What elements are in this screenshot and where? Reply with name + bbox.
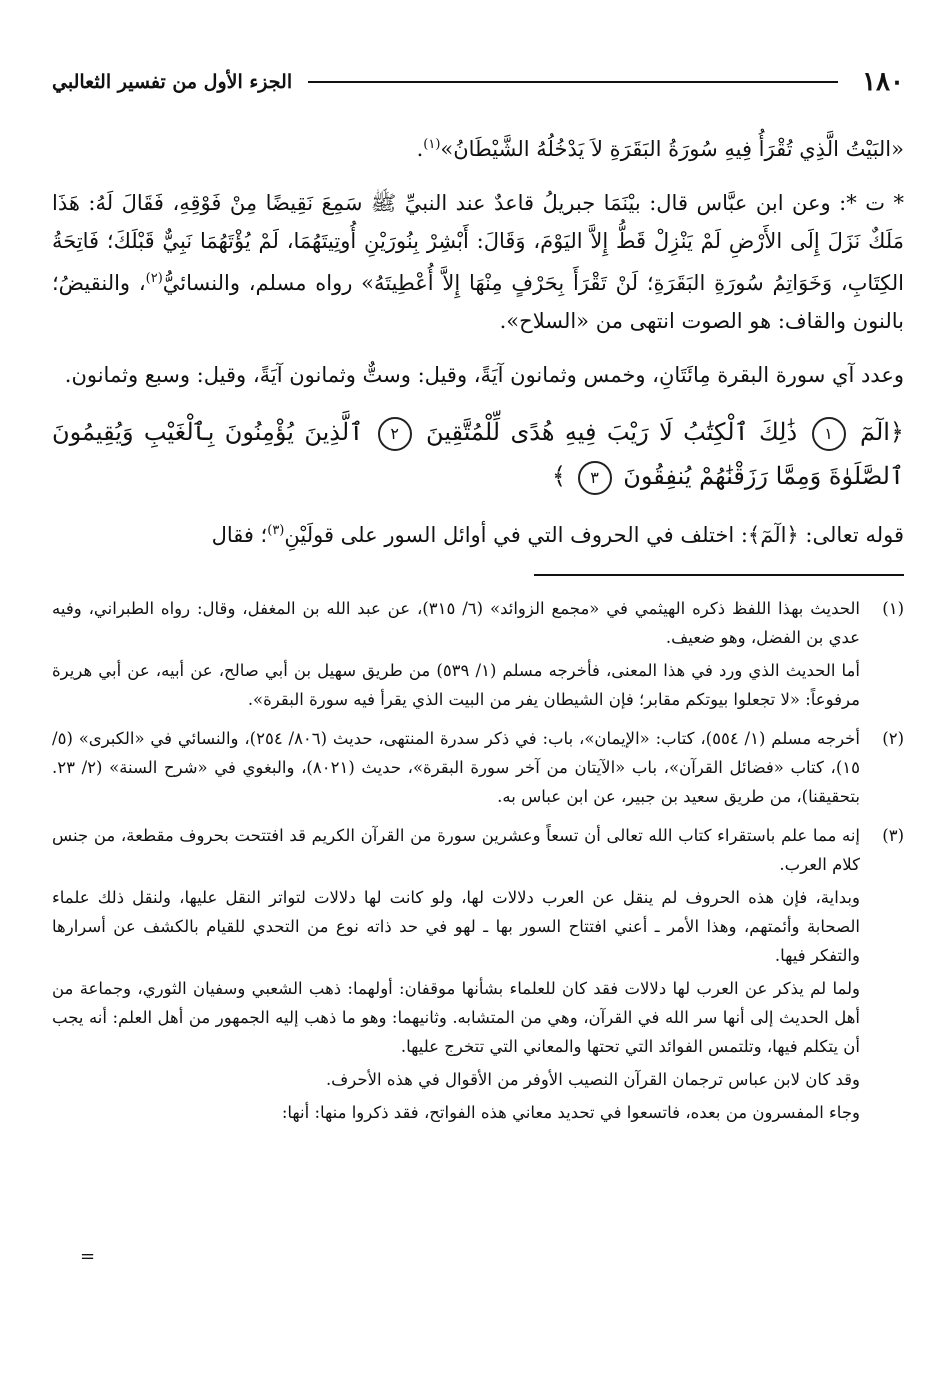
footnotes xyxy=(52,594,904,1131)
page-number: ١٨٠ xyxy=(862,67,904,97)
book-page xyxy=(52,60,904,1137)
footnote-3 xyxy=(52,821,904,1131)
ayah-number-2: ٢ xyxy=(378,417,412,451)
footnote-text: إنه مما علم باستقراء كتاب الله تعالى أن تسعاً وعشرين سورة من القرآن الكريم قد افتتحت بحروف مقطعة، من جنس كلام العرب. xyxy=(52,826,860,874)
footnote-2 xyxy=(52,724,904,815)
footnote-text: ولما لم يذكر عن العرب لها دلالات فقد كان للعلماء بشأنها موقفان: أولهما: ذهب الشعبي وسفيان الثوري، وجماعة من أهل الحديث إلى أنها سر الله في القرآن، وهي من المتشابه. وثانيهما: وهو ما ذهب إليه الجمهور من أهل العلم: أنه يجب أن يتكلم فيها، وتلتمس الفوائد التي تحتها والمعاني التي تتخرج عليها. xyxy=(52,979,860,1056)
running-title: الجزء الأول من تفسير الثعالبي xyxy=(52,71,293,93)
footnote-number: (٣) xyxy=(882,826,904,845)
footnote-text: وقد كان لابن عباس ترجمان القرآن النصيب الأوفر من الأقوال في هذه الأحرف. xyxy=(325,1070,860,1089)
quran-verses: ﴿الٓمٓ ١ ذَٰلِكَ ٱلْكِتَٰبُ لَا رَيْبَ فِيهِ هُدًى لِّلْمُتَّقِينَ ٢ ٱلَّذِينَ يُؤْمِنُونَ بِٱلْغَيْبِ وَيُقِيمُونَ ٱلصَّلَوٰةَ وَمِمَّا رَزَقْنَٰهُمْ يُنفِقُونَ ٣ ﴾ xyxy=(52,410,904,498)
continuation-mark: = xyxy=(80,1246,96,1267)
footnote-text: الحديث بهذا اللفظ ذكره الهيثمي في «مجمع الزوائد» (٦/ ٣١٥)، عن عبد الله بن المغفل، وقال: رواه الطبراني، وفيه عدي بن الفضل، وهو ضعيف. xyxy=(52,599,860,647)
ayah-number-3: ٣ xyxy=(578,461,612,495)
footnote-ref-1: (١) xyxy=(423,137,441,152)
main-text xyxy=(52,126,904,554)
paragraph-commentary: قوله تعالى: ﴿الٓمٓ﴾: اختلف في الحروف التي في أوائل السور على قولَيْنِ$^{(٣)}$؛ فقال xyxy=(211,523,904,547)
footnote-text: وجاء المفسرون من بعده، فاتسعوا في تحديد معاني هذه الفواتح، فقد ذكروا منها: أنها: xyxy=(281,1103,860,1122)
paragraph-hadith-1: «البَيْتُ الَّذِي تُقْرَأُ فِيهِ سُورَةُ البَقَرَةِ لاَ يَدْخُلُهُ الشَّيْطَانُ»$^{(١)}$. xyxy=(416,137,904,161)
page-header xyxy=(52,60,904,104)
footnote-number: (٢) xyxy=(882,729,904,748)
footnote-number: (١) xyxy=(882,599,904,618)
footnote-ref-2: (٢) xyxy=(145,271,163,286)
footnote-text: أما الحديث الذي ورد في هذا المعنى، فأخرجه مسلم (١/ ٥٣٩) من طريق سهيل بن أبي صالح، عن أبيه، عن أبي هريرة مرفوعاً: «لا تجعلوا بيوتكم مقابر؛ فإن الشيطان يفر من البيت الذي يقرأ فيه سورة البقرة». xyxy=(52,661,860,709)
footnote-text: أخرجه مسلم (١/ ٥٥٤)، كتاب: «الإيمان»، باب: في ذكر سدرة المنتهى، حديث (٨٠٦/ ٢٥٤)، والنسائي في «الكبرى» (٥/ ١٥)، كتاب «فضائل القرآن»، باب «الآيتان من آخر سورة البقرة»، حديث (٨٠٢١)، والبغوي في «شرح السنة» (٢/ ٢٣. بتحقيقنا)، من طريق سعيد بن جبير، عن ابن عباس به. xyxy=(52,729,860,806)
ayah-number-1: ١ xyxy=(812,417,846,451)
header-rule xyxy=(308,81,838,83)
paragraph-verse-count: وعدد آي سورة البقرة مِائَتَانِ، وخمس وثمانون آيَةً، وقيل: وستٌّ وثمانون آيَةً، وقيل: وسبع وثمانون. xyxy=(64,363,904,387)
footnote-ref-3: (٣) xyxy=(267,523,285,538)
footnote-1 xyxy=(52,594,904,718)
footnote-separator xyxy=(534,574,904,576)
paragraph-hadith-2: * ت *: وعن ابن عبَّاس قال: بيْنَمَا جبريلُ قاعدٌ عند النبيِّ ﷺ سَمِعَ نَقِيضًا مِنْ فَوْقِهِ، فَقَالَ لَهُ: هَذَا مَلَكٌ نَزَلَ إِلَى الأَرْضِ لَمْ يَنْزِلْ قَطُّ إِلاَّ اليَوْمَ، وَقَالَ: أَبْشِرْ بِنُورَيْنِ أُوتِيتَهُمَا، لَمْ يُؤْتَهُمَا نَبِيٌّ قَبْلَكَ؛ فَاتِحَةُ الكِتَابِ، وَخَوَاتِمُ سُورَةِ البَقَرَةِ؛ لَنْ تَقْرَأَ بِحَرْفٍ مِنْهَا إِلاَّ أُعْطِيتَهُ» رواه مسلم، والنسائيُّ$^{(٢)}$، والنقيضُ؛ بالنون والقاف: هو الصوت انتهى من «السلاح». xyxy=(52,191,905,333)
footnote-text: وبداية، فإن هذه الحروف لم ينقل عن العرب دلالات لها، ولو كانت لها دلالات لتواتر النقل عليها، ولنقل ذلك علماء الصحابة وأئمتهم، وهذا الأمر ـ أعني افتتاح السور بها ـ لهو في حد ذاته نوع من التحدي للقيام بالكشف عن أسرارها والتفكر فيها. xyxy=(52,888,860,965)
